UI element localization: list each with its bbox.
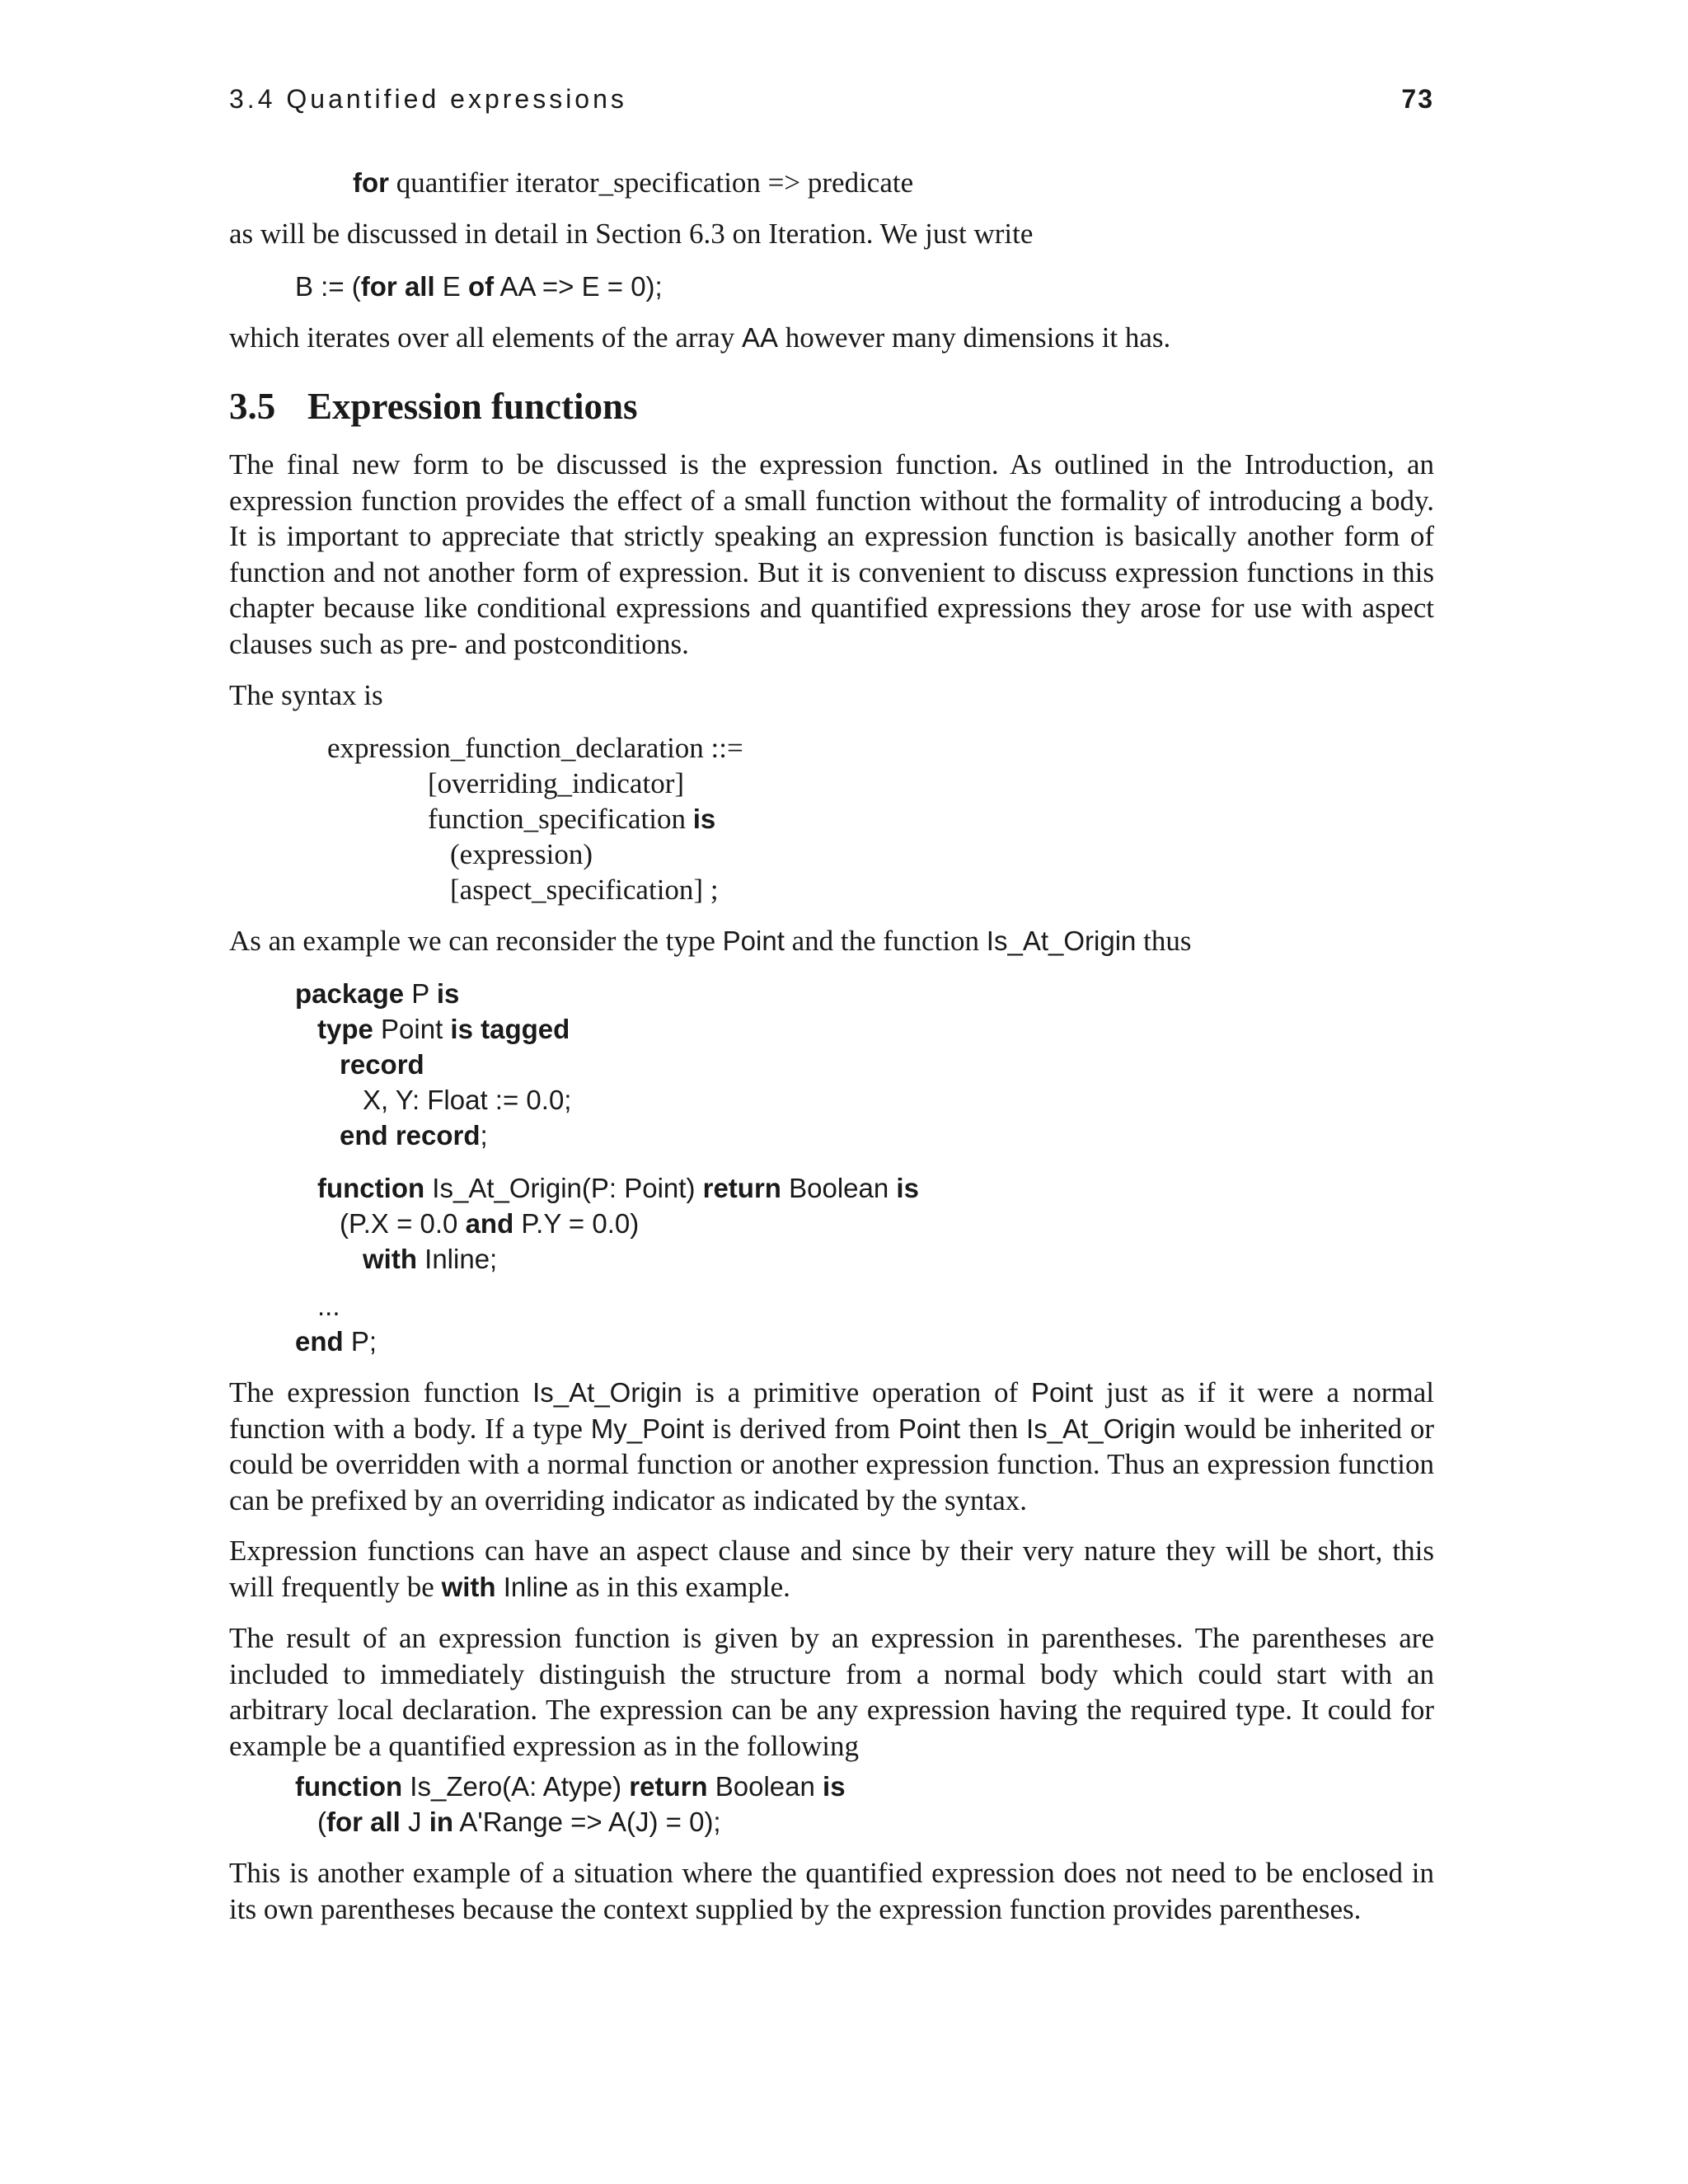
code-line: X, Y: Float := 0.0; bbox=[363, 1085, 572, 1115]
paragraph-result-parentheses: The result of an expression function is given by an expression in parentheses. The parentheses are included to immediately distinguish the structure from a normal body which could start with an arbitrary local declaration. The expression can be any expression having the required type. It could for example be a quantified expression as in the following bbox=[229, 1622, 1434, 1762]
syntax-line-1: expression_function_declaration ::= bbox=[327, 732, 743, 764]
paragraph-point-example: As an example we can reconsider the type Point and the function Is_At_Origin thus bbox=[229, 925, 1192, 957]
paragraph-syntax-is: The syntax is bbox=[229, 679, 383, 711]
section-number: 3.5 bbox=[229, 386, 276, 427]
running-head-section: 3.4 Quantified expressions bbox=[229, 84, 627, 114]
paragraph-iterates-all: which iterates over all elements of the array AA however many dimensions it has. bbox=[229, 321, 1171, 354]
syntax-line-4: (expression) bbox=[450, 838, 593, 870]
code-line: ... bbox=[317, 1291, 340, 1321]
page-number: 73 bbox=[1401, 84, 1434, 114]
code-line: record bbox=[340, 1049, 424, 1080]
paragraph-context-parentheses: This is another example of a situation where the quantified expression does not need to be enclosed in its own parentheses because the context supplied by the expression function provides parentheses. bbox=[229, 1857, 1434, 1925]
paragraph-aspect-clause: Expression functions can have an aspect clause and since by their very nature they will be short, this will frequently be with Inline as in this example. bbox=[229, 1535, 1434, 1603]
code-line: end record; bbox=[340, 1120, 488, 1151]
syntax-line-5: [aspect_specification] ; bbox=[450, 874, 719, 906]
code-line: end P; bbox=[295, 1326, 377, 1357]
paragraph-primitive-operation: The expression function Is_At_Origin is a primitive operation of Point just as if it were a normal function with a body. If a type My_Point is derived from Point then Is_At_Origin would be inherited or could be overridden with a normal function or another expression function. Thus an expression function can be prefixed by an overriding indicator as indicated by the syntax. bbox=[229, 1376, 1435, 1516]
code-line: with Inline; bbox=[363, 1244, 498, 1274]
syntax-line-3: function_specification is bbox=[428, 803, 716, 835]
syntax-line-2: [overriding_indicator] bbox=[428, 767, 685, 799]
section-heading bbox=[229, 382, 638, 431]
running-head bbox=[229, 78, 1434, 120]
paragraph-expression-function-intro: The final new form to be discussed is the expression function. As outlined in the Introduction, an expression function provides the effect of a small function without the formality of introducing a body. It is important to appreciate that strictly speaking an expression function is basically another form of function and not another form of expression. But it is convenient to discuss expression functions in this chapter because like conditional expressions and quantified expressions they arose for use with aspect clauses such as pre- and postconditions. bbox=[229, 448, 1434, 660]
code-line: function Is_Zero(A: Atype) return Boolean is bbox=[295, 1771, 846, 1802]
code-line: package P is bbox=[295, 978, 460, 1009]
code-line: type Point is tagged bbox=[317, 1014, 570, 1044]
code-for-all-example: B := (for all E of AA => E = 0); bbox=[295, 271, 663, 302]
code-line: (P.X = 0.0 and P.Y = 0.0) bbox=[340, 1208, 640, 1239]
code-line: (for all J in A'Range => A(J) = 0); bbox=[317, 1807, 721, 1837]
iterator-syntax-line: for quantifier iterator_specification => predicate bbox=[353, 166, 914, 199]
paragraph-iteration-ref: as will be discussed in detail in Section 6.3 on Iteration. We just write bbox=[229, 218, 1034, 250]
section-title: Expression functions bbox=[307, 386, 638, 427]
code-line: function Is_At_Origin(P: Point) return Boolean is bbox=[317, 1173, 919, 1203]
